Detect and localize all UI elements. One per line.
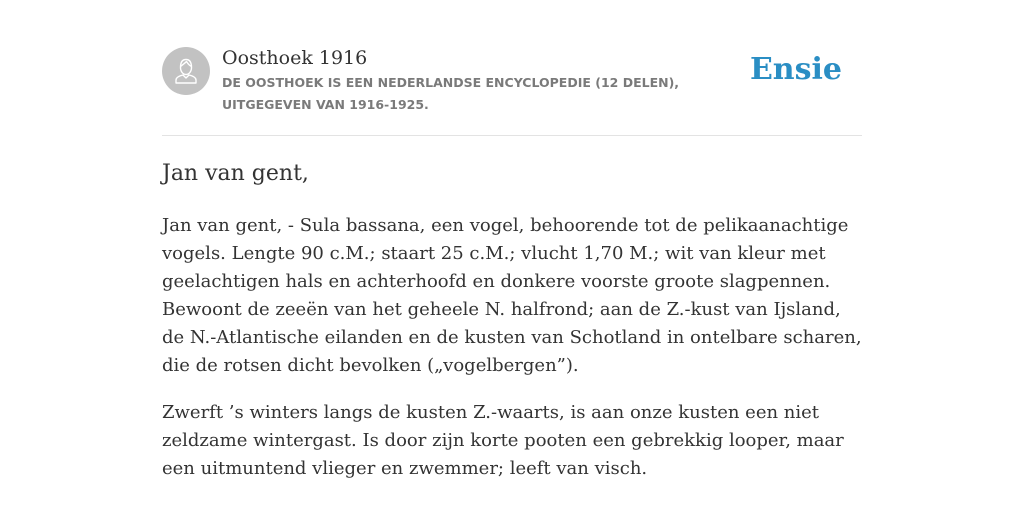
- entry-content: [162, 158, 862, 502]
- source-header: [162, 44, 862, 136]
- avatar[interactable]: [162, 47, 210, 95]
- entry-paragraph: Zwerft ’s winters langs de kusten Z.-waarts, is aan onze kusten een niet zeldzame wintergast. Is door zijn korte pooten een gebrekkig looper, maar een uitmuntend vlieger en zwemmer; leeft van visch.: [162, 402, 844, 479]
- source-description: DE OOSTHOEK IS EEN NEDERLANDSE ENCYCLOPEDIE (12 DELEN), UITGEGEVEN VAN 1916-1925.: [222, 75, 680, 112]
- entry-title: Jan van gent,: [162, 161, 309, 186]
- user-icon: [162, 47, 210, 95]
- ensie-logo[interactable]: Ensie: [749, 52, 842, 87]
- source-name[interactable]: Oosthoek 1916: [222, 47, 368, 69]
- entry-paragraph: Jan van gent, - Sula bassana, een vogel, behoorende tot de pelikaanachtige vogels. Lengte 90 c.M.; staart 25 c.M.; vlucht 1,70 M.; wit van kleur met geelachtigen hals en achterhoofd en donkere voorste groote slagpennen. Bewoont de zeeën van het geheele N. halfrond; aan de Z.-kust van Ijsland, de N.-Atlantische eilanden en de kusten van Schotland in ontelbare scharen, die de rotsen dicht bevolken („vogelbergen”).: [162, 215, 862, 376]
